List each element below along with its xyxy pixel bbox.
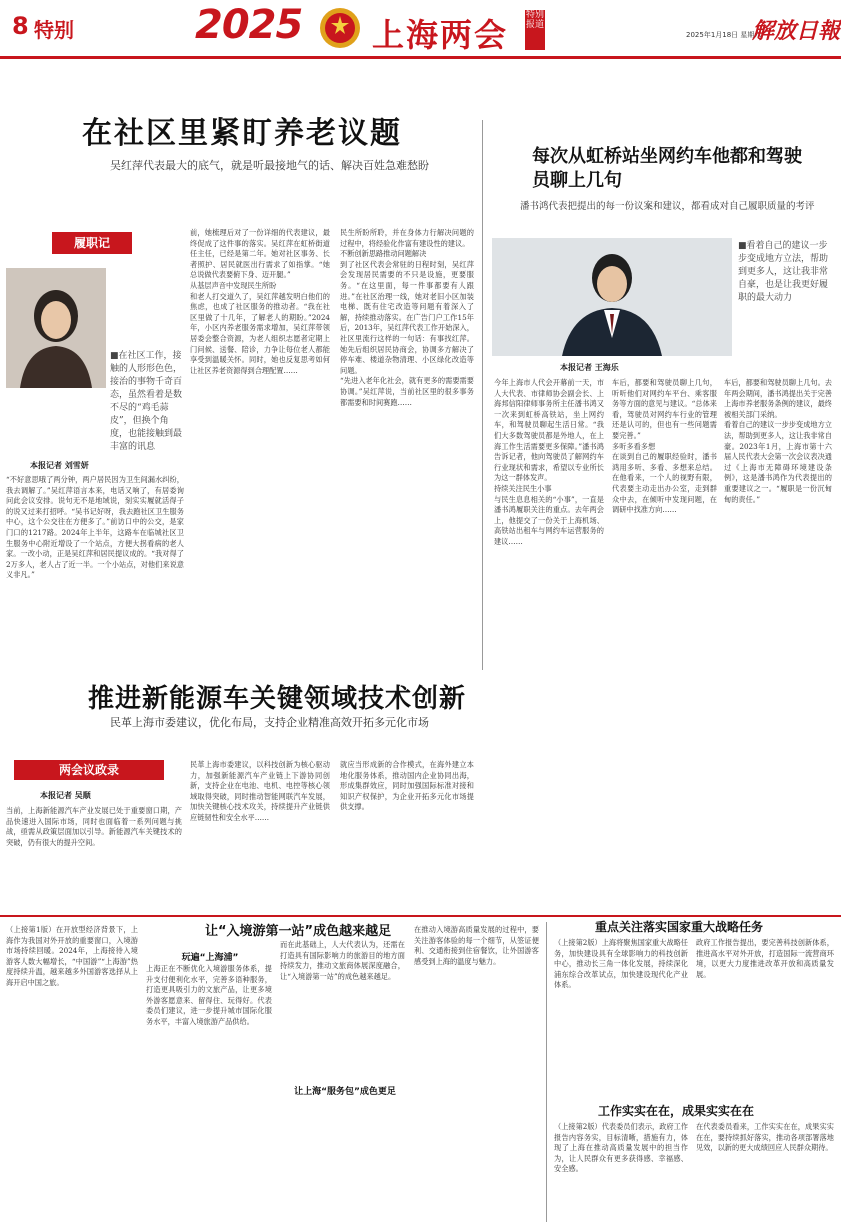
story5-col2: 政府工作报告提出，要完善科技创新体系，推进高水平对外开放，打造国际一流营商环境，以更大力度推进改革开放和高质量发展。 — [696, 938, 834, 979]
masthead — [0, 0, 841, 58]
story1-caption: ■在社区工作，接触的人形形色色，接治的事物千奇百态，虽然看着是数不尽的“鸡毛蒜皮”，但换个角度，也能接触到最丰富的讯息 — [110, 351, 183, 452]
story-divider-v2 — [546, 922, 547, 1222]
story4-subhead-1: 玩遍“上海浦” — [181, 953, 239, 963]
story3-headline: 推进新能源车关键领域技术创新 — [88, 684, 467, 714]
story2-byline: 本报记者 王海乐 — [560, 363, 619, 372]
story4-col3: 在推动入境游高质量发展的过程中，要关注游客体验的每一个细节，从签证便利、交通衔接到住宿餐饮，让外国游客感受到上海的温度与魅力。 — [414, 925, 539, 966]
story5-headline: 重点关注落实国家重大战略任务 — [595, 920, 764, 934]
story1-byline: 本报记者 刘雪妍 — [30, 461, 89, 470]
story4-col0: （上接第1版）在开放型经济背景下，上海作为我国对外开放的重要窗口，入境游市场持续回暖。2024年，上海接待入境游客人数大幅增长，“中国游”“上海游”热度持续升温，越来越多外国游客选择从上海开启中国之旅。 — [6, 925, 138, 987]
section-title: 上海两会 — [372, 16, 509, 54]
story1-col2: 前，她梳理后对了一份详细的代表建议，最终促成了这件事的落实。吴红萍在虹桥街道任主任，已经是第二年。她对社区事务、长者照护、居民就医出行需求了如指掌。“她总说做代表要俯下身、迈开腿。” 从基层声音中发现民生所盼 和老人打交道久了，吴红萍越发明白他们的焦虑，也成了社区服务的推动者。“我在社区里做了十几年，了解老人的期盼。”2024年，小区内养老服务需求增加，吴红萍带领居委会整合资源，为老人组织志愿者定期上门问候、送餐、陪诊，力争让每位老人都能享受到温暖关怀。同时，她也反复思考如何让社区养老资源得到合理配置…… — [190, 228, 330, 375]
story2-subhead: 潘书鸿代表把提出的每一份议案和建议，都看成对自己履职质量的考评 — [520, 201, 815, 212]
portrait-photo-wu — [6, 268, 106, 388]
side-label-text: 特别报道 — [525, 10, 544, 30]
story3-col1: 当前，上海新能源汽车产业发展已处于重要窗口期，产品快速进入国际市场，同时也面临着一系列问题与挑战，亟需从政策层面加以引导。新能源汽车关键技术的突破，仍有很大的提升空间。 — [6, 806, 182, 847]
story5-col1: （上接第2版）上海将聚焦国家重大战略任务，加快建设具有全球影响力的科技创新中心，推动长三角一体化发展，持续深化浦东综合改革试点，加快建设现代化产业体系。 — [554, 938, 688, 990]
date-line: 2025年1月18日 星期六 — [686, 31, 762, 39]
story3-col2: 民革上海市委建议，以科技创新为核心驱动力，加强新能源汽车产业链上下游协同创新，支持企业在电池、电机、电控等核心领域取得突破，同时推动智能网联汽车发展，加快关键核心技术攻关，持续提升产业链供应链韧性和安全水平…… — [190, 760, 330, 822]
story2-col2: 车后，都要和驾驶员聊上几句，听听他们对网约车平台、乘客服务等方面的意见与建议。“总体来看，驾驶员对网约车行业的管理还是认可的，但也有一些问题需要完善。” 多听多看多想 在谈到自己的履职经验时，潘书鸿用多听、多看、多想来总结。在他看来，一个人的视野有限，代表要主动走出办公室，走到群众中去，在倾听中发现问题，在调研中找准方向…… — [612, 378, 717, 515]
story1-col3: 民生所盼所聆，并在身体力行解决问题的过程中，将经验化作富有建设性的建议。 不断创新思路推动问题解决 到了社区代表会常驻的日程时刻，吴红萍会发现居民需要的不只是设施，更要服务。“在这里面，每一件事都要有人跟进。”在社区治理一线，她对老旧小区加装电梯、既有住宅改造等问题有着深入了解，持续推动落实。在广告门户工作15年后，2013年，吴红萍代表工作开始深入，社区里流行这样的一句话：有事找红萍。她先后组织居民协商会，协调多方解决了停车难、楼道杂物清理、小区绿化改造等问题。 “先进入老年化社会，就有更多的需要需要协调。”吴红萍说，当前社区里的很多事务都需要和时间赛跑…… — [340, 228, 474, 407]
story2-headline-text: 每次从虹桥站坐网约车他都和驾驶员聊上几句 — [532, 146, 802, 191]
story1-col1: “不好意思哦了两分钟，两户居民因为卫生间漏水纠纷，我去调解了。”吴红萍语言本来，电话又响了，有居委询问此会议安排。说句无不是地域说，刻实实履就活得子的说又过来打招呼。“吴书记好呀，我去跑社区卫生服务中心，这个公交往在方便多了。”前访口中的公交，是家门口的1217路。2024年上半年，这路车在临城社区卫生服务中心附近增设了一个站点，方便大拐看病的老人家。一改小动，正是吴红萍和居民提议成的。“我对得了2万多人，老人占了近一半。一个小站点，对他们来说意义非凡。” — [6, 475, 184, 580]
side-label — [525, 10, 545, 50]
page-label: 特别 — [34, 18, 74, 42]
national-emblem-icon — [318, 6, 362, 50]
story1-column-label: 履职记 — [52, 232, 132, 254]
portrait-photo-pan — [492, 238, 732, 356]
story3-column-label: 两会议政录 — [14, 760, 164, 780]
page-number: 8 — [12, 12, 29, 40]
story4-headline: 让“入境游第一站”成色越来越足 — [205, 924, 392, 939]
story4-subhead-3: 让上海“服务包”成色更足 — [294, 1087, 396, 1097]
story4-col2: 而在此基础上，人大代表认为，还需在打造具有国际影响力的旅游目的地方面持续发力，推动文旅商体展深度融合，让“入境游第一站”的成色越来越足。 — [280, 940, 405, 981]
story3-subhead: 民革上海市委建议，优化布局，支持企业精准高效开拓多元化市场 — [110, 716, 429, 729]
story6-col1: （上接第2版）代表委员们表示，政府工作报告内容务实，目标清晰，措施有力，体现了上海在推动高质量发展中的担当作为，让人民群众有更多获得感、幸福感、安全感。 — [554, 1122, 688, 1174]
masthead-rule — [0, 56, 841, 59]
section-divider — [0, 915, 841, 917]
story1-headline: 在社区里紧盯养老议题 — [82, 116, 402, 151]
story2-col1: 今年上海市人代会开幕前一天，市人大代表、市律师协会副会长、上海邦信阳律师事务所主任潘书鸿又一次来到虹桥高铁站，坐上网约车，和驾驶员聊起生活日常。“我们大多数驾驶员都是外地人，在上海工作生活需要更多保障。”潘书鸿告诉记者，他向驾驶员了解网约车行业现状和需求，希望以专业所长为这一群体发声。 持续关注民生小事 与民生息息相关的“小事”，一直是潘书鸿履职关注的重点。去年两会上，他提交了一份关于上海机场、高铁站出租车与网约车运营服务的建议…… — [494, 378, 604, 546]
year-logo: 2025 — [195, 2, 303, 48]
story1-subhead: 吴红萍代表最大的底气，就是听最接地气的话、解决百姓急难愁盼 — [110, 159, 429, 172]
story4-col1: 上海正在不断优化入境游服务体系，提升支付便利化水平，完善多语种服务，打造更具吸引力的文旅产品，让更多境外游客愿意来、留得住、玩得好。代表委员们建议，进一步提升城市国际化服务水平，丰富入境旅游产品供给。 — [146, 964, 272, 1026]
story2-headline — [532, 145, 802, 193]
story-divider-v1 — [482, 120, 483, 670]
story6-col2: 在代表委员看来，工作实实在在，成果实实在在，要持续抓好落实，推动各项部署落地见效，以新的更大成绩回应人民群众期待。 — [696, 1122, 834, 1153]
newspaper-logo: 解放日報 — [752, 18, 841, 44]
story3-col3: 就应当形成新的合作模式，在海外建立本地化服务体系，推动国内企业协同出海，形成集群效应，同时加强国际标准对接和知识产权保护，为企业开拓多元化市场提供支撑。 — [340, 760, 474, 812]
story2-col3: 车后，都要和驾驶员聊上几句。去年两会期间，潘书鸿提出关于完善上海市养老服务条例的建议，最终被相关部门采纳。 看着自己的建议一步步变成地方立法，帮助到更多人，这让我非常自豪。2023年1月，上海市第十六届人民代表大会第一次会议表决通过《上海市无障碍环境建设条例》，这是潘书鸿作为代表提出的重要建议之一。“履职是一份沉甸甸的责任。” — [724, 378, 832, 504]
story6-headline: 工作实实在在，成果实实在在 — [598, 1104, 755, 1118]
story3-byline: 本报记者 吴顺 — [40, 791, 91, 800]
story2-caption: ■看着自己的建议一步步变成地方立法，帮助到更多人，这让我非常自豪，也是让我更好履职的最大动力 — [738, 241, 829, 303]
